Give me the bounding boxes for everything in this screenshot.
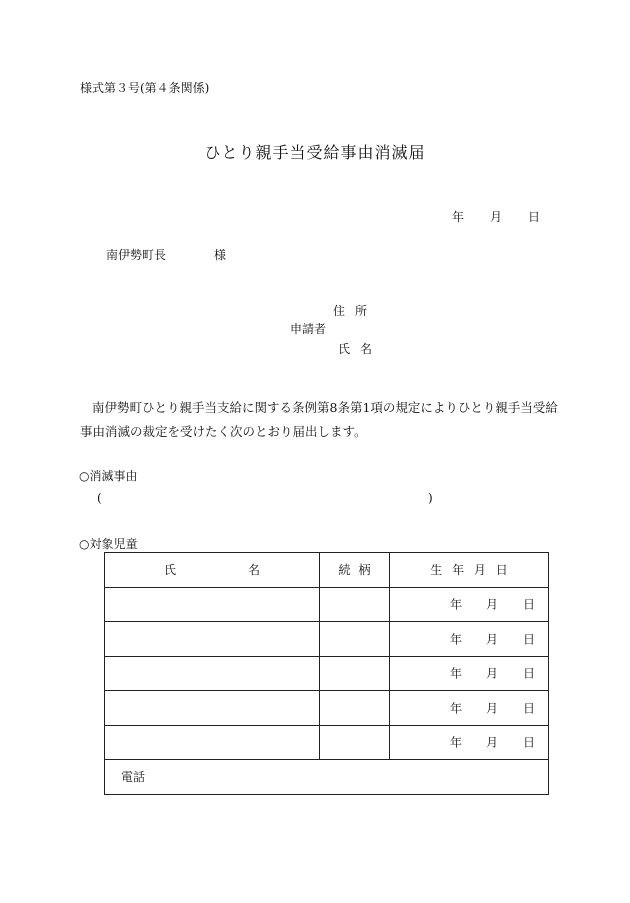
children-table bbox=[104, 552, 549, 795]
child-relation-cell[interactable] bbox=[320, 622, 390, 657]
header-birthdate: 生 年 月 日 bbox=[390, 553, 549, 588]
table-row bbox=[105, 656, 549, 691]
reason-open-paren: ( bbox=[97, 491, 102, 505]
recipient-suffix: 様 bbox=[214, 248, 227, 262]
table-header-row bbox=[105, 553, 549, 588]
child-name-cell[interactable] bbox=[105, 691, 320, 726]
child-name-cell[interactable] bbox=[105, 656, 320, 691]
child-name-cell[interactable] bbox=[105, 587, 320, 622]
child-birthdate-cell[interactable]: 年 月 日 bbox=[390, 691, 549, 726]
body-text: 南伊勢町ひとり親手当支給に関する条例第8条第1項の規定によりひとり親手当受給事由消滅の裁定を受けたく次のとおり届出します。 bbox=[80, 400, 558, 439]
child-birthdate-cell[interactable]: 年 月 日 bbox=[390, 656, 549, 691]
child-birthdate-cell[interactable]: 年 月 日 bbox=[390, 587, 549, 622]
child-birthdate-cell[interactable]: 年 月 日 bbox=[390, 622, 549, 657]
form-number: 様式第３号(第４条関係) bbox=[80, 81, 210, 95]
phone-cell[interactable] bbox=[105, 760, 549, 795]
child-relation-cell[interactable] bbox=[320, 725, 390, 760]
document-title: ひとり親手当受給事由消滅届 bbox=[204, 143, 426, 162]
date-month-label: 月 bbox=[490, 210, 503, 224]
child-name-cell[interactable] bbox=[105, 622, 320, 657]
table-row bbox=[105, 622, 549, 657]
table-row bbox=[105, 587, 549, 622]
table-row bbox=[105, 691, 549, 726]
header-relation: 続柄 bbox=[320, 553, 390, 588]
name-label: 氏名 bbox=[338, 342, 383, 356]
reason-heading: ○消滅事由 bbox=[79, 469, 138, 483]
child-relation-cell[interactable] bbox=[320, 587, 390, 622]
children-heading: ○対象児童 bbox=[79, 537, 138, 551]
reason-close-paren: ) bbox=[428, 491, 433, 505]
child-name-cell[interactable] bbox=[105, 725, 320, 760]
table-row bbox=[105, 725, 549, 760]
date-day-label: 日 bbox=[528, 210, 541, 224]
phone-row bbox=[105, 760, 549, 795]
child-relation-cell[interactable] bbox=[320, 691, 390, 726]
address-label: 住所 bbox=[333, 304, 378, 318]
child-relation-cell[interactable] bbox=[320, 656, 390, 691]
child-birthdate-cell[interactable]: 年 月 日 bbox=[390, 725, 549, 760]
header-name: 氏 名 bbox=[105, 553, 320, 588]
applicant-label: 申請者 bbox=[290, 322, 327, 336]
date-year-label: 年 bbox=[452, 210, 465, 224]
phone-label: 電話 bbox=[121, 770, 146, 785]
recipient-name: 南伊勢町長 bbox=[106, 248, 167, 262]
